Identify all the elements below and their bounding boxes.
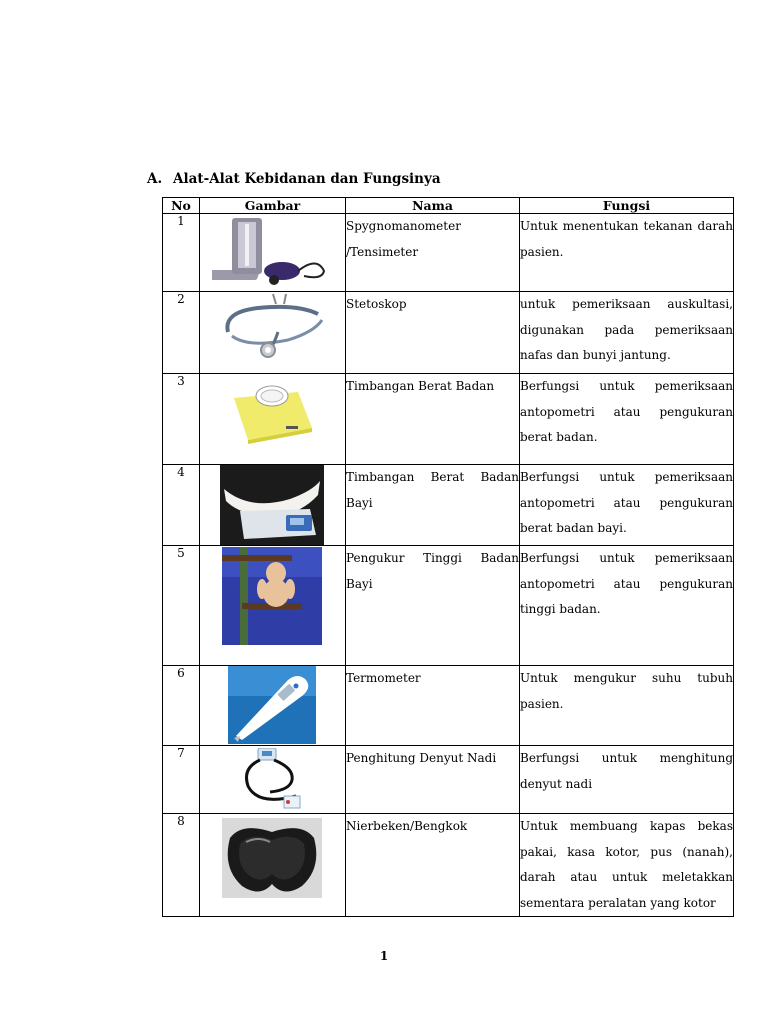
row-function: Berfungsi untuk pemeriksaan antopometri atau pengukuran berat badan.: [520, 374, 734, 465]
row-number: 3: [163, 374, 200, 465]
section-heading: [147, 171, 441, 187]
weight-scale-image: [228, 378, 316, 448]
baby-scale-image: [220, 465, 324, 545]
baby-height-measure-image: [222, 547, 322, 645]
row-number: 2: [163, 292, 200, 374]
table-row: [163, 546, 734, 666]
row-name: Nierbeken/Bengkok: [346, 814, 520, 917]
row-function: Berfungsi untuk pemeriksaan antopometri atau pengukuran berat badan bayi.: [520, 465, 734, 546]
table-header-row: [163, 198, 734, 214]
row-name: Timbangan Berat Badan Bayi: [346, 465, 520, 546]
row-function: Berfungsi untuk menghitung denyut nadi: [520, 746, 734, 814]
row-function: Untuk menentukan tekanan darah pasien.: [520, 214, 734, 292]
row-number: 6: [163, 666, 200, 746]
row-name: Spygnomanometer /Tensimeter: [346, 214, 520, 292]
row-name: Termometer: [346, 666, 520, 746]
table-row: [163, 814, 734, 917]
table-row: [163, 374, 734, 465]
section-letter: A.: [147, 171, 163, 187]
kidney-dish-image: [222, 818, 322, 898]
row-function: Untuk membuang kapas bekas pakai, kasa kotor, pus (nanah), darah atau untuk meletakkan sementara peralatan yang kotor: [520, 814, 734, 917]
table-row: [163, 746, 734, 814]
row-number: 5: [163, 546, 200, 666]
row-number: 8: [163, 814, 200, 917]
page-number: 1: [379, 949, 389, 963]
table-row: [163, 666, 734, 746]
row-image-cell: [200, 666, 346, 746]
row-name: Timbangan Berat Badan: [346, 374, 520, 465]
header-function: Fungsi: [520, 198, 734, 214]
pulse-counter-image: [240, 748, 306, 812]
row-image-cell: [200, 214, 346, 292]
row-number: 4: [163, 465, 200, 546]
header-no: No: [163, 198, 200, 214]
row-image-cell: [200, 746, 346, 814]
row-name: Penghitung Denyut Nadi: [346, 746, 520, 814]
row-function: Berfungsi untuk pemeriksaan antopometri atau pengukuran tinggi badan.: [520, 546, 734, 666]
row-number: 1: [163, 214, 200, 292]
row-name: Stetoskop: [346, 292, 520, 374]
tools-table: [162, 197, 734, 917]
row-name: Pengukur Tinggi Badan Bayi: [346, 546, 520, 666]
table-row: [163, 292, 734, 374]
row-function: Untuk mengukur suhu tubuh pasien.: [520, 666, 734, 746]
row-number: 7: [163, 746, 200, 814]
thermometer-image: [228, 666, 316, 744]
section-title: Alat-Alat Kebidanan dan Fungsinya: [173, 171, 441, 187]
row-image-cell: [200, 292, 346, 374]
row-image-cell: [200, 814, 346, 917]
stethoscope-image: [218, 292, 330, 358]
header-image: Gambar: [200, 198, 346, 214]
table-row: [163, 465, 734, 546]
table-row: [163, 214, 734, 292]
sphygmomanometer-image: [212, 216, 337, 290]
row-image-cell: [200, 546, 346, 666]
row-function: untuk pemeriksaan auskultasi, digunakan pada pemeriksaan nafas dan bunyi jantung.: [520, 292, 734, 374]
row-image-cell: [200, 374, 346, 465]
row-image-cell: [200, 465, 346, 546]
header-name: Nama: [346, 198, 520, 214]
